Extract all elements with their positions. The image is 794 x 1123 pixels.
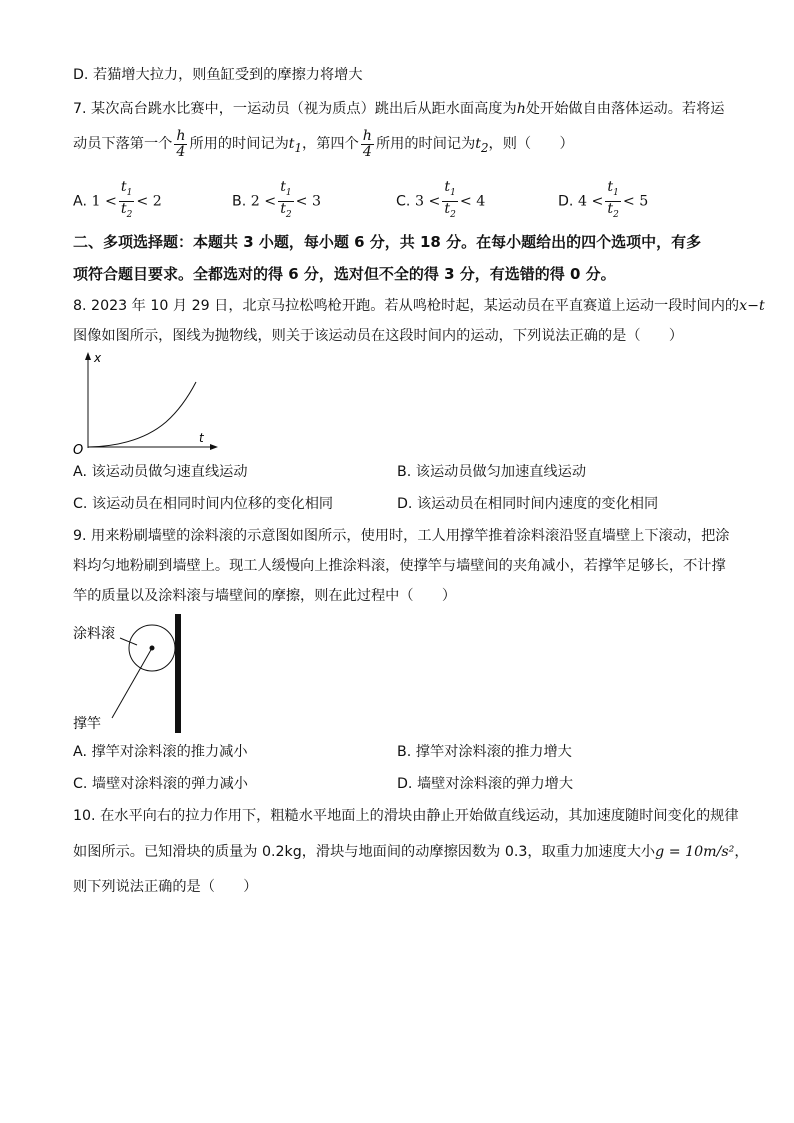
fraction-numerator: h	[176, 127, 186, 144]
q7-line-1	[73, 99, 724, 119]
q9-line-2: 料均匀地粉刷到墙壁上。现工人缓慢向上推涂料滚，使撑竿与墙壁间的夹角减小，若撑竿足够长，不计撑	[73, 558, 726, 574]
roller-label: 涂料滚	[73, 626, 115, 642]
q9-line-3: 竿的质量以及涂料滚与墙壁间的摩擦，则在此过程中（ ）	[73, 588, 457, 604]
q8-option-b[interactable]: B. 该运动员做匀加速直线运动	[397, 464, 587, 480]
q9-roller-diagram	[70, 612, 190, 737]
option-right: < 3	[295, 193, 322, 210]
t1-over-t2: $\frac{t_1}{t_2}$	[607, 179, 619, 220]
q7-text-2e: ，则（ ）	[488, 136, 574, 152]
q7-t2-symbol: $t_2$	[475, 136, 489, 155]
option-left: 4 <	[577, 193, 604, 210]
q7-text-2c: ，第四个	[302, 136, 359, 152]
q7-fraction-h-4-b	[361, 129, 374, 160]
q8-line-2: 图像如图所示，图线为抛物线，则关于该运动员在这段时间内的运动，下列说法正确的是（ ）	[73, 328, 684, 344]
option-left: 3 <	[414, 193, 441, 210]
x-axis-arrow	[210, 444, 218, 450]
q10-line-2	[73, 842, 749, 862]
q8-option-a[interactable]: A. 该运动员做匀速直线运动	[73, 464, 248, 480]
option-right: < 4	[459, 193, 486, 210]
pole-label: 撑竿	[73, 716, 101, 732]
x-axis-label: t	[199, 431, 204, 445]
option-left: 1 <	[91, 193, 117, 210]
q9-option-a[interactable]: A. 撑竿对涂料滚的推力减小	[73, 744, 248, 760]
q7-option-c[interactable]	[396, 180, 485, 223]
y-axis-label: x	[94, 351, 102, 365]
wall	[175, 614, 181, 733]
q10-text-2a: 如图所示。已知滑块的质量为 0.2kg，滑块与地面间的动摩擦因数为 0.3，取重力加速度大小	[73, 844, 656, 860]
section-2-heading-line-2: 项符合题目要求。全都选对的得 6 分，选对但不全的得 3 分，有选错的得 0 分。	[73, 265, 616, 283]
q10-line-1: 10. 在水平向右的拉力作用下，粗糙水平地面上的滑块由静止开始做直线运动，其加速度随时间变化的规律	[73, 808, 739, 824]
fraction-denominator: 4	[362, 143, 372, 160]
q8-option-c[interactable]: C. 该运动员在相同时间内位移的变化相同	[73, 496, 334, 512]
q9-option-b[interactable]: B. 撑竿对涂料滚的推力增大	[397, 744, 572, 760]
t1-over-t2: $\frac{t_1}{t_2}$	[120, 179, 133, 220]
q7-h-symbol: h	[516, 101, 526, 117]
parabola-curve	[88, 382, 196, 447]
q8-line-1	[73, 296, 765, 316]
q7-text-2d: 所用的时间记为	[375, 136, 476, 152]
option-label: C.	[396, 193, 411, 210]
q7-option-d[interactable]	[558, 180, 648, 223]
q7-t1-symbol: $t_1$	[288, 136, 303, 155]
q7-text-1b: 处开始做自由落体运动。若将运	[525, 101, 725, 117]
t1-over-t2: $\frac{t_1}{t_2}$	[444, 179, 456, 220]
q8-option-d[interactable]: D. 该运动员在相同时间内速度的变化相同	[397, 496, 659, 512]
q7-text-2a: 动员下落第一个	[73, 136, 173, 152]
q8-text-1: 8. 2023 年 10 月 29 日，北京马拉松鸣枪开跑。若从鸣枪时起，某运动员在平直赛道上运动一段时间内的	[73, 298, 740, 314]
q8-xt-symbol: x−t	[739, 298, 765, 314]
q7-fraction-h-4	[174, 129, 187, 160]
q9-option-d[interactable]: D. 墙壁对涂料滚的弹力增大	[397, 776, 574, 792]
option-label: A.	[73, 193, 87, 210]
q7-option-b[interactable]	[232, 180, 321, 223]
q7-option-a[interactable]	[73, 180, 162, 223]
q10-text-2b: ，	[734, 844, 749, 860]
q6-option-d: D. 若猫增大拉力，则鱼缸受到的摩擦力将增大	[73, 67, 363, 83]
section-2-heading-line-1: 二、多项选择题：本题共 3 小题，每小题 6 分，共 18 分。在每小题给出的四个选项中，有多	[73, 233, 702, 251]
option-left: 2 <	[250, 193, 277, 210]
origin-label: O	[73, 443, 84, 455]
option-label: B.	[232, 193, 247, 210]
q10-line-3: 则下列说法正确的是（ ）	[73, 879, 258, 895]
q7-text-2b: 所用的时间记为	[189, 136, 289, 152]
t1-over-t2: $\frac{t_1}{t_2}$	[280, 179, 292, 220]
fraction-numerator: h	[362, 127, 372, 144]
y-axis-arrow	[85, 352, 91, 360]
q7-line-2	[73, 127, 574, 165]
q9-line-1: 9. 用来粉刷墙壁的涂料滚的示意图如图所示，使用时，工人用撑竿推着涂料滚沿竖直墙壁上下滚动，把涂	[73, 528, 730, 544]
option-right: < 5	[622, 193, 649, 210]
q9-option-c[interactable]: C. 墙壁对涂料滚的弹力减小	[73, 776, 248, 792]
roller-leader-line	[120, 638, 137, 645]
q8-xt-graph	[68, 350, 218, 455]
option-right: < 2	[136, 193, 162, 210]
fraction-denominator: 4	[176, 143, 186, 160]
option-label: D.	[558, 193, 574, 210]
q10-gravity-value: g = 10m/s²	[655, 844, 735, 860]
q7-text-1a: 7. 某次高台跳水比赛中，一运动员（视为质点）跳出后从距水面高度为	[73, 101, 517, 117]
